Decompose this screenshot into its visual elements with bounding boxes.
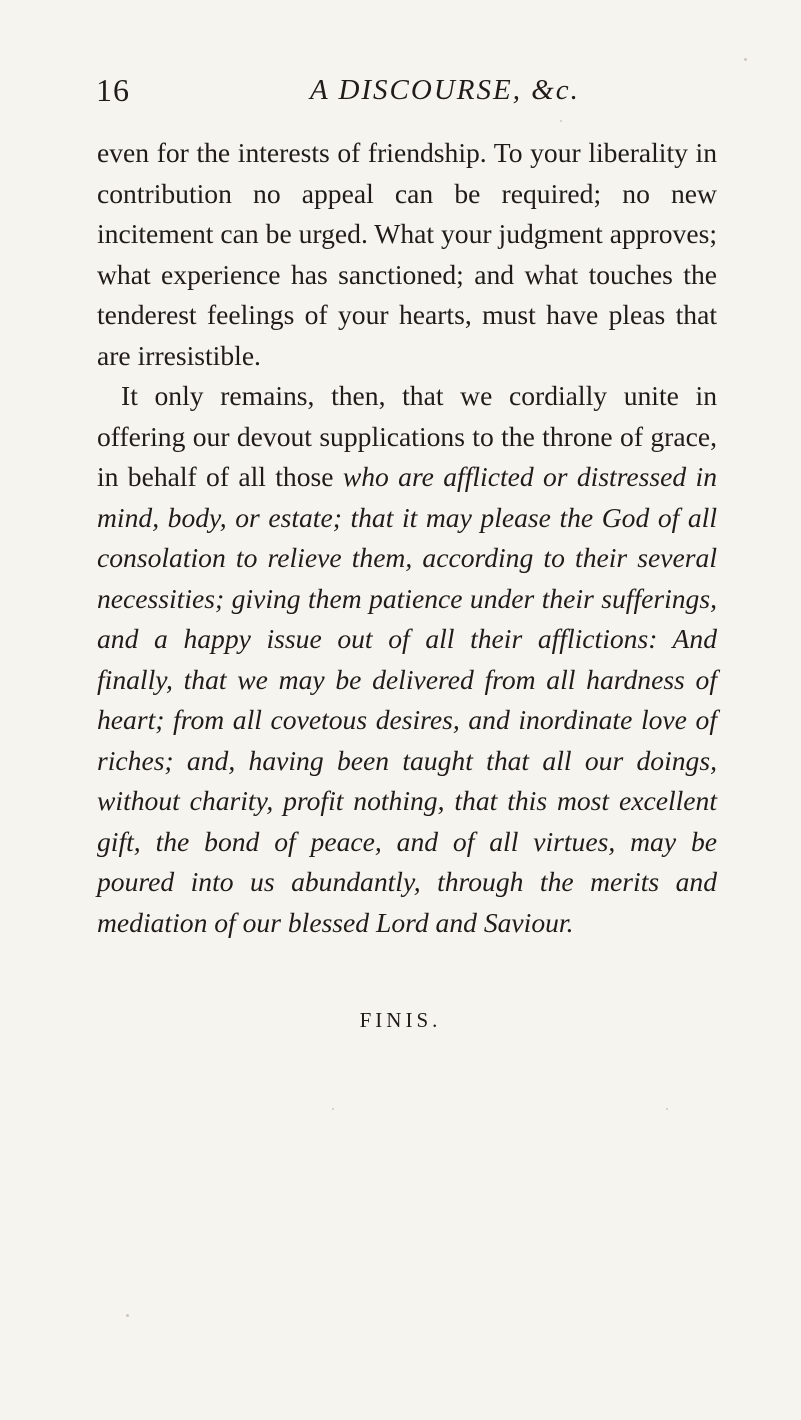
paper-speck bbox=[560, 120, 562, 122]
page-number: 16 bbox=[96, 72, 130, 108]
running-head: A DISCOURSE, &c. bbox=[310, 74, 580, 106]
paragraph-2-italic-prayer: who are afflicted or distressed in mind, body, or estate; that it may please the God of all consolation to relieve them, according to their several necessities; giving them patience under their sufferings, and a happy issue out of all their afflictions: And finally, that we may be delivered from all hardness of heart; from all covetous desires, and inordinate love of riches; and, having been taught that all our doings, without charity, profit nothing, that this most excellent gift, the bond of peace, and of all virtues, may be poured into us abundantly, through the merits and mediation of our blessed Lord and Saviour. bbox=[97, 461, 717, 938]
paragraph-2 bbox=[97, 376, 717, 943]
paragraph-1: even for the interests of friendship. To your liberality in contribution no appeal can be required; no new incitement can be urged. What your judgment approves; what experience has sanctioned; and what touches the tenderest feelings of your hearts, must have pleas that are irresistible. bbox=[97, 137, 717, 371]
finis-label: FINIS. bbox=[359, 1008, 442, 1032]
paper-speck bbox=[744, 58, 747, 61]
page-body bbox=[97, 133, 717, 943]
paper-speck bbox=[126, 1314, 129, 1317]
paragraph-2-roman-text: It only remains, then, that we cordially unite in offering our devout supplications to the throne of grace, in behalf of all those bbox=[97, 380, 717, 492]
paper-speck bbox=[666, 1108, 668, 1110]
page-header bbox=[96, 72, 716, 112]
paper-speck bbox=[332, 1108, 334, 1110]
